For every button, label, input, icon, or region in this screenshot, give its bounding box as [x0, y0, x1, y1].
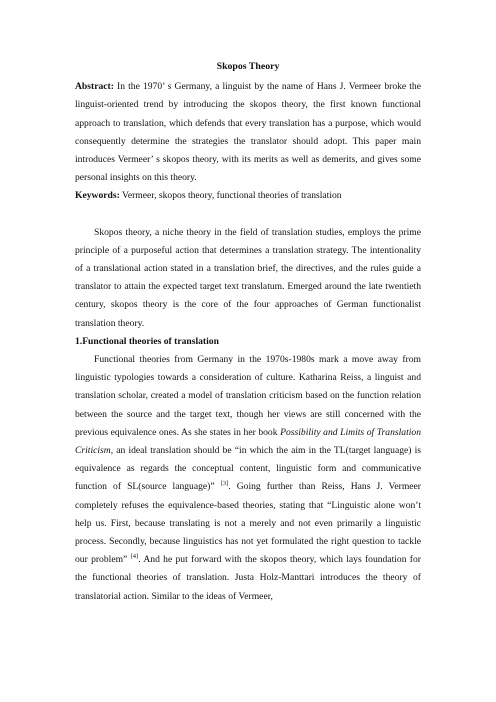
- keywords-label: Keywords:: [75, 190, 120, 202]
- document-page: [75, 58, 421, 606]
- section-text-part3: . Going further than Reiss, Hans J. Vermeer completely refuses the equivalence-based theories, stating that “Linguistic alone won’t help us. First, because translating is not a merely and not even primarily a linguistic process. Secondly, because linguistics has not yet formulated the right question to tackle our problem”: [75, 481, 421, 566]
- abstract-paragraph: [75, 78, 421, 187]
- keywords-text: Vermeer, skopos theory, functional theories of translation: [119, 190, 342, 202]
- section-paragraph: [75, 351, 421, 606]
- section-heading: 1.Functional theories of translation: [75, 335, 219, 347]
- keywords-paragraph: [75, 187, 421, 205]
- book-title: Possibility and Limits of Translation Criticism,: [75, 426, 421, 457]
- intro-paragraph: Skopos theory, a niche theory in the field of translation studies, employs the prime principle of a purposeful action that determines a translation strategy. The intentionality of a translational action stated in a translation brief, the directives, and the rules guide a translator to attain the expected target text translatum. Emerged around the late twentieth century, skopos theory is the core of the four approaches of German functionalist translation theory.: [75, 226, 421, 329]
- citation-ref-3[interactable]: [3]: [220, 480, 229, 488]
- abstract-label: Abstract:: [75, 81, 114, 93]
- section-text-part4: . And he put forward with the skopos theory, which lays foundation for the functional theories of translation. Justa Holz-Manttari introduces the theory of translatorial action. Similar to the ideas of Vermeer,: [75, 554, 421, 602]
- section-text-part2: an ideal translation should be “in which the aim in the TL(target language) is equivalence as regards the conceptual content, linguistic form and communicative function of SL(source language)”: [75, 445, 421, 493]
- document-title: Skopos Theory: [216, 61, 280, 72]
- citation-ref-4[interactable]: [4]: [130, 553, 139, 561]
- section-text-part1: Functional theories from Germany in the 1970s-1980s mark a move away from linguistic typologies towards a consideration of culture. Katharina Reiss, a linguist and translation scholar, created a model of translation criticism based on the function relation between the source and the target text, though her views are still concerned with the previous equivalence ones. As she states in her book: [75, 354, 421, 438]
- abstract-text: In the 1970’ s Germany, a linguist by the name of Hans J. Vermeer broke the linguist-oriented trend by introducing the skopos theory, the first known functional approach to translation, which defends that every translation has a purpose, which would consequently determine the strategies the translator should adopt. This paper main introduces Vermeer’ s skopos theory, with its merits as well as demerits, and gives some personal insights on this theory.: [75, 81, 421, 184]
